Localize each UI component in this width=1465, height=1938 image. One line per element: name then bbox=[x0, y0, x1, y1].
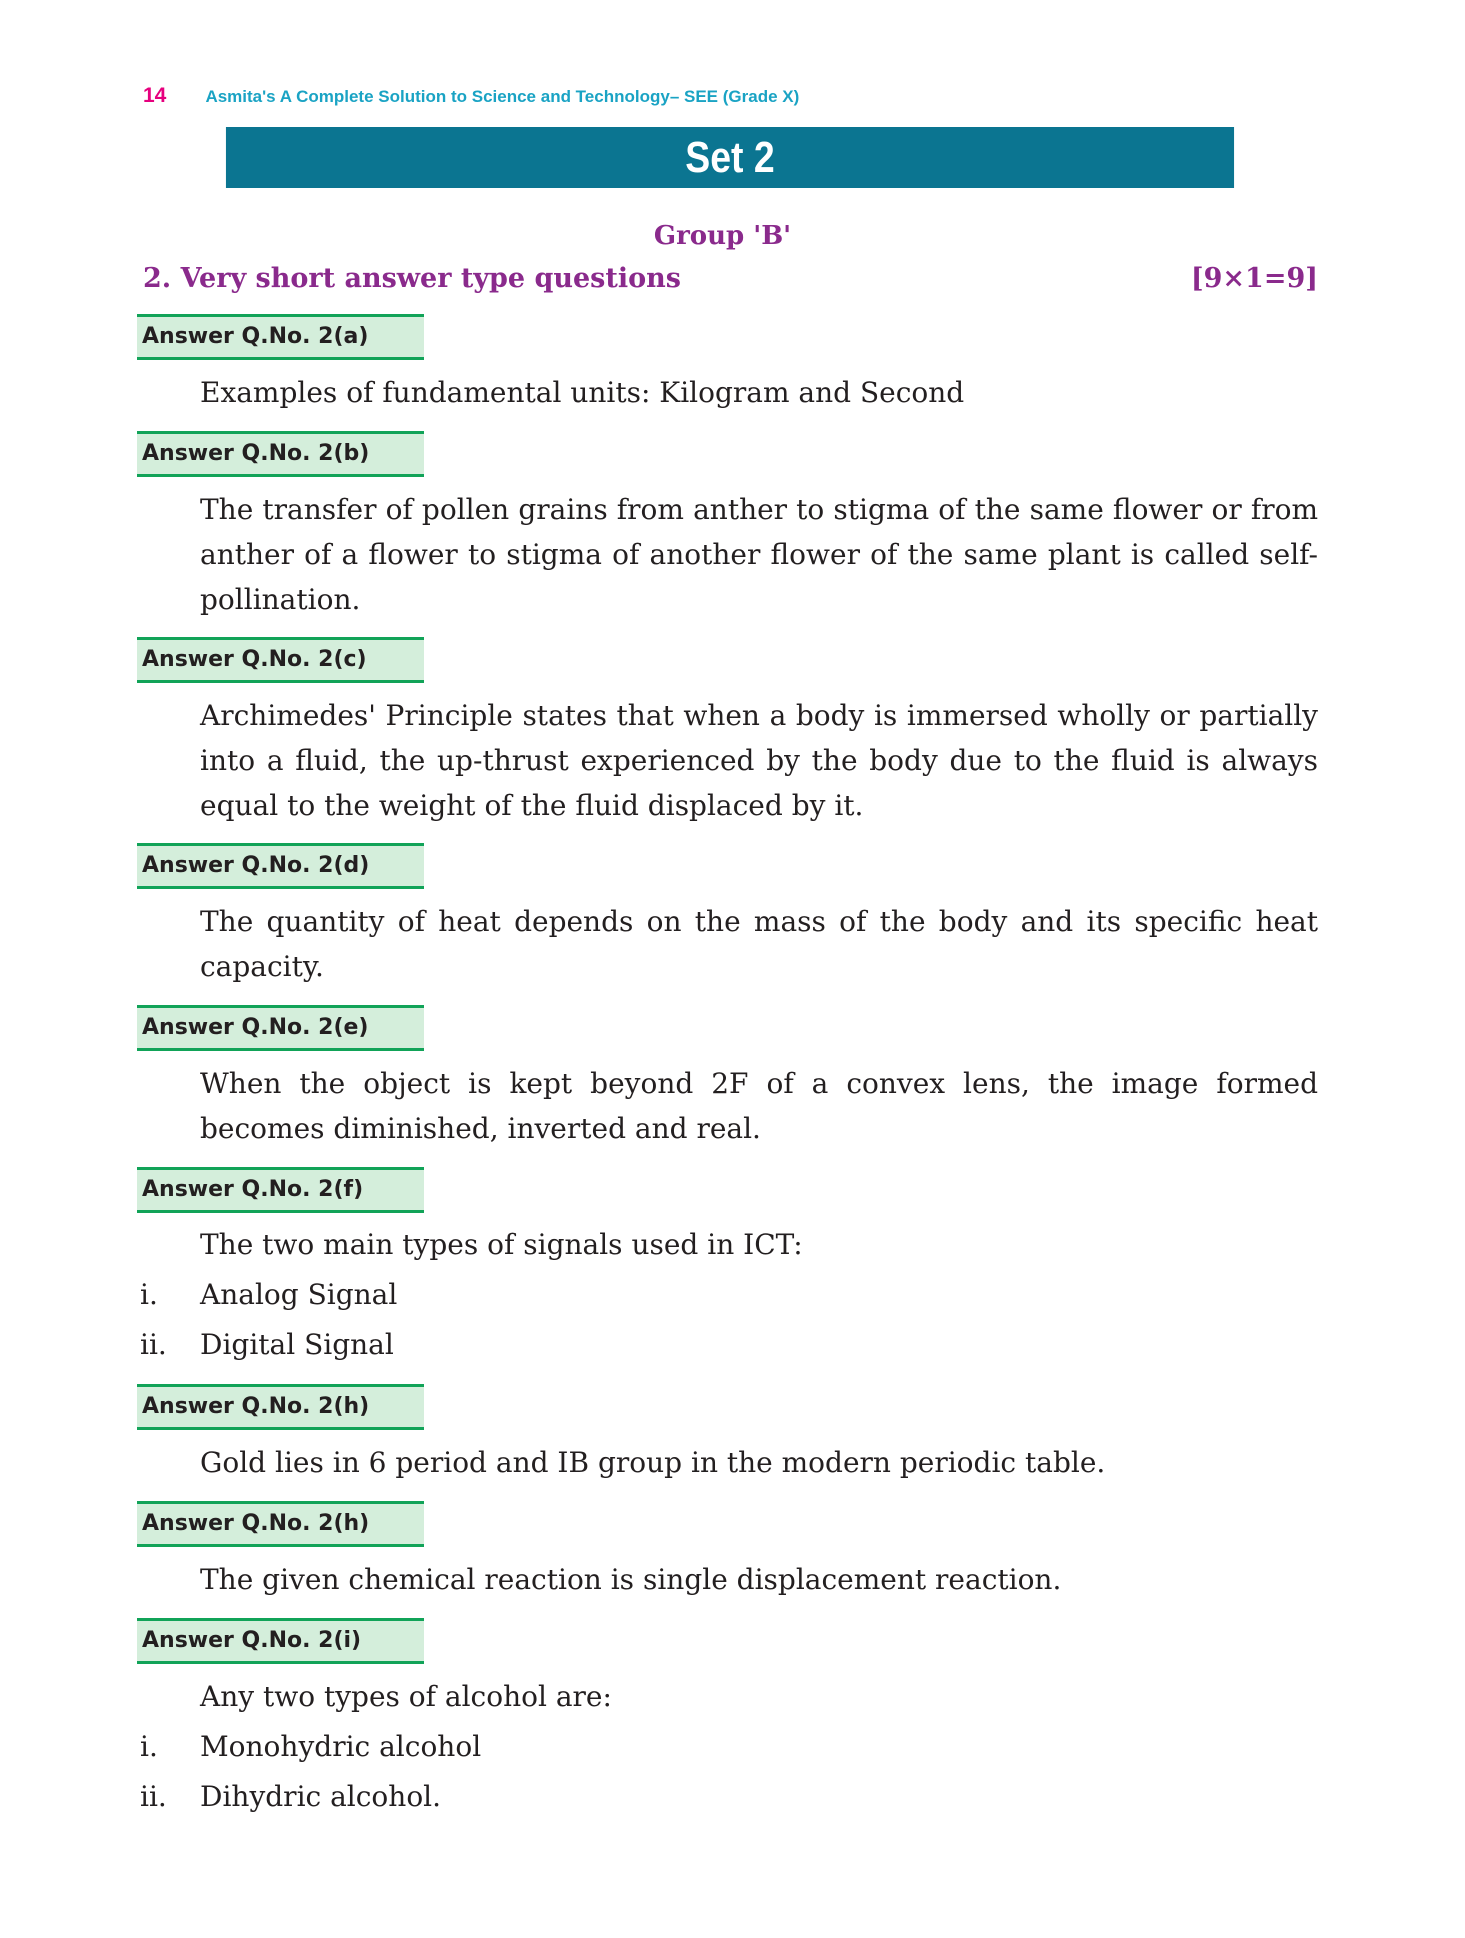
section-title: 2. Very short answer type questions bbox=[143, 263, 681, 294]
section-marks: [9×1=9] bbox=[1190, 263, 1318, 294]
answer-label-2c: Answer Q.No. 2(c) bbox=[137, 637, 424, 683]
list-item bbox=[140, 1774, 441, 1819]
answer-label-2b: Answer Q.No. 2(b) bbox=[137, 431, 424, 477]
list-item bbox=[140, 1322, 394, 1367]
answer-text-2h: Gold lies in 6 period and IB group in the modern periodic table. bbox=[200, 1446, 1106, 1479]
answer-label-2h-second: Answer Q.No. 2(h) bbox=[137, 1501, 424, 1547]
answer-text-2c: Archimedes' Principle states that when a body is immersed wholly or partially into a fluid, the up-thrust experienced by the body due to the fluid is always equal to the weight of the fluid displaced by it. bbox=[200, 699, 1318, 822]
group-title bbox=[0, 221, 1465, 251]
answer-label-2d: Answer Q.No. 2(d) bbox=[137, 843, 424, 889]
answer-text-2h-second: The given chemical reaction is single displacement reaction. bbox=[200, 1563, 1062, 1596]
list-item-text: Analog Signal bbox=[200, 1278, 398, 1311]
answer-text-2b: The transfer of pollen grains from anther to stigma of the same flower or from anther of a flower to stigma of another flower of the same plant is called self-pollination. bbox=[200, 493, 1318, 616]
list-marker: ii. bbox=[140, 1328, 167, 1361]
page-number: 14 bbox=[143, 84, 167, 107]
list-item bbox=[140, 1272, 397, 1317]
running-title: Asmita's A Complete Solution to Science and Technology– SEE (Grade X) bbox=[205, 87, 800, 106]
list-item-text: Dihydric alcohol. bbox=[200, 1780, 442, 1813]
set-banner: Set 2 bbox=[226, 127, 1234, 188]
answer-label-2a: Answer Q.No. 2(a) bbox=[137, 314, 424, 360]
answer-text-2a: Examples of fundamental units: Kilogram and Second bbox=[200, 376, 965, 409]
list-marker: i. bbox=[140, 1730, 158, 1763]
list-item-text: Monohydric alcohol bbox=[200, 1730, 482, 1763]
answer-label-2e: Answer Q.No. 2(e) bbox=[137, 1005, 424, 1051]
answer-label-2i: Answer Q.No. 2(i) bbox=[137, 1618, 424, 1664]
section-heading bbox=[143, 263, 1318, 294]
list-marker: i. bbox=[140, 1278, 158, 1311]
answer-text-2d: The quantity of heat depends on the mass of the body and its specific heat capacity. bbox=[200, 905, 1318, 983]
list-marker: ii. bbox=[140, 1780, 167, 1813]
answer-label-2f: Answer Q.No. 2(f) bbox=[137, 1167, 424, 1213]
answer-text-2i: Any two types of alcohol are: bbox=[200, 1680, 612, 1713]
list-item bbox=[140, 1724, 481, 1769]
page-header bbox=[143, 84, 799, 108]
group-title-text: Group 'B' bbox=[653, 221, 792, 251]
answer-label-2h: Answer Q.No. 2(h) bbox=[137, 1384, 424, 1430]
answer-text-2e: When the object is kept beyond 2F of a convex lens, the image formed becomes diminished, inverted and real. bbox=[200, 1067, 1318, 1145]
list-item-text: Digital Signal bbox=[200, 1328, 394, 1361]
answer-text-2f: The two main types of signals used in ICT: bbox=[200, 1228, 803, 1261]
